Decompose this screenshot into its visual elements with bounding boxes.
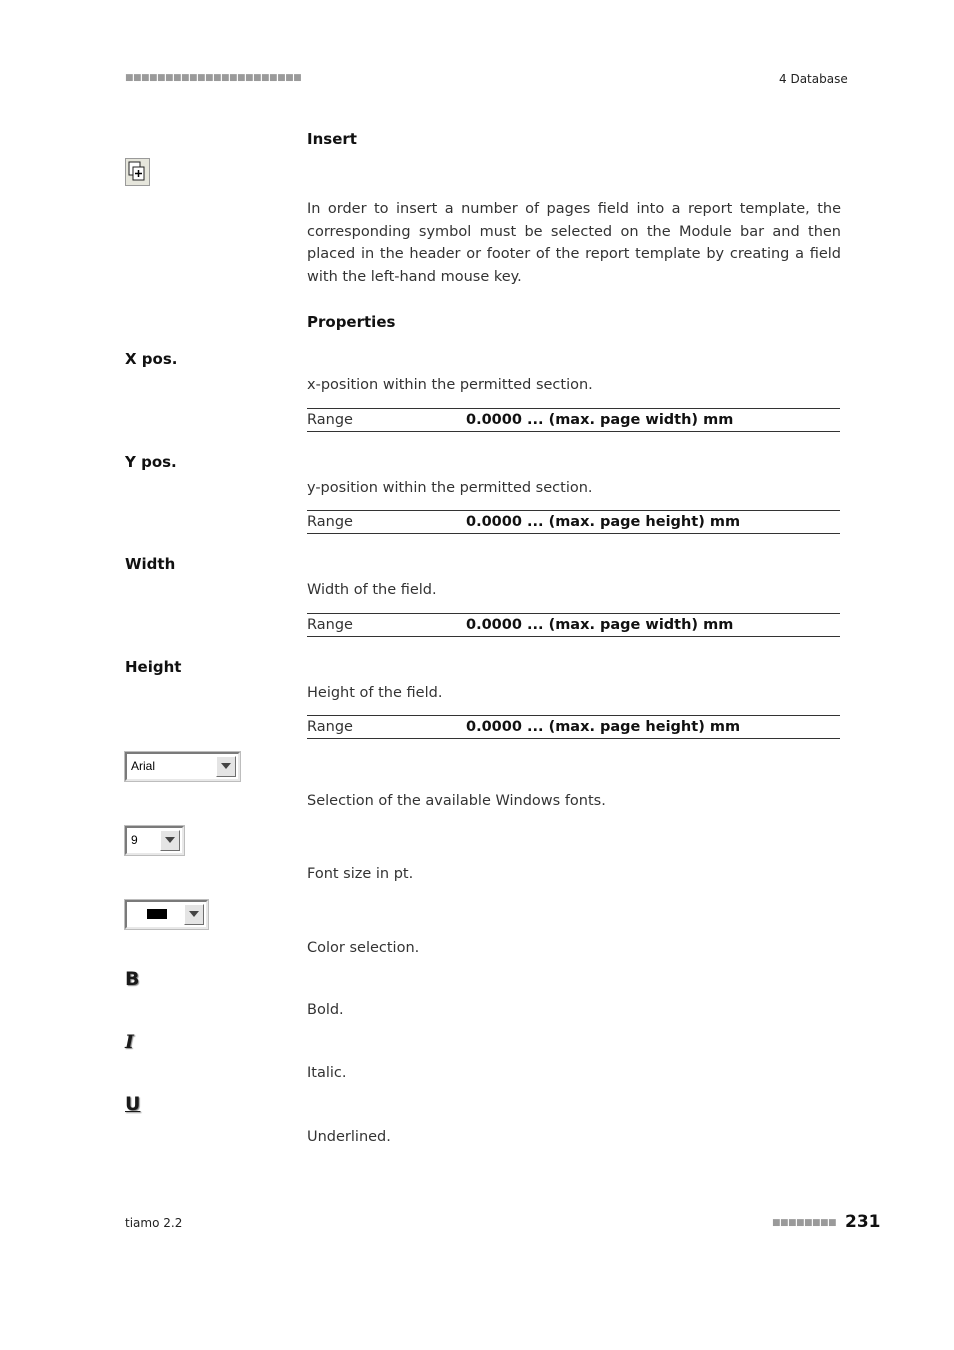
header-decoration: ■■■■■■■■■■■■■■■■■■■■■■: [125, 73, 302, 83]
range-label: Range: [307, 617, 353, 633]
range-row-y-pos: [307, 510, 840, 534]
chapter-title: 4 Database: [779, 72, 848, 86]
chevron-down-icon: [189, 911, 199, 917]
property-label-x-pos: X pos.: [125, 350, 178, 368]
insert-paragraph: In order to insert a number of pages field into a report template, the corresponding symbol must be selected on the Module bar and then placed in the header or footer of the report template by creating a field with the left-hand mouse key.: [307, 201, 841, 285]
range-row-x-pos: [307, 408, 840, 432]
bold-icon[interactable]: B: [125, 968, 140, 990]
font-select-value: Arial: [131, 759, 156, 773]
font-size-select[interactable]: [125, 826, 184, 855]
italic-icon[interactable]: I: [125, 1031, 134, 1053]
dropdown-button[interactable]: [216, 756, 236, 777]
color-swatch: [147, 909, 167, 919]
bold-desc: Bold.: [307, 1002, 344, 1018]
range-label: Range: [307, 514, 353, 530]
property-label-width: Width: [125, 555, 176, 573]
dropdown-button[interactable]: [184, 904, 204, 925]
property-desc-x-pos: x-position within the permitted section.: [307, 377, 593, 393]
font-select[interactable]: [125, 752, 240, 781]
property-desc-y-pos: y-position within the permitted section.: [307, 480, 593, 496]
footer-product: tiamo 2.2: [125, 1216, 183, 1230]
page-number: 231: [845, 1212, 881, 1232]
chevron-down-icon: [221, 763, 231, 769]
dropdown-button[interactable]: [160, 830, 180, 851]
footer-decoration: ■■■■■■■■: [772, 1218, 837, 1228]
font-size-value: 9: [131, 833, 138, 847]
property-desc-height: Height of the field.: [307, 685, 443, 701]
properties-heading: Properties: [307, 313, 396, 331]
range-row-height: [307, 715, 840, 739]
insert-page-field-icon[interactable]: [125, 158, 150, 186]
underline-desc: Underlined.: [307, 1129, 391, 1145]
italic-desc: Italic.: [307, 1065, 347, 1081]
chevron-down-icon: [165, 837, 175, 843]
color-select[interactable]: [125, 900, 208, 929]
property-desc-width: Width of the field.: [307, 582, 437, 598]
property-label-height: Height: [125, 658, 182, 676]
font-size-desc: Font size in pt.: [307, 866, 414, 882]
range-label: Range: [307, 719, 353, 735]
range-row-width: [307, 613, 840, 637]
insert-heading: Insert: [307, 130, 357, 148]
range-label: Range: [307, 412, 353, 428]
font-desc: Selection of the available Windows fonts.: [307, 793, 606, 809]
color-desc: Color selection.: [307, 940, 420, 956]
range-value: 0.0000 ... (max. page width) mm: [466, 617, 734, 633]
range-value: 0.0000 ... (max. page width) mm: [466, 412, 734, 428]
underline-icon[interactable]: U: [125, 1093, 141, 1115]
range-value: 0.0000 ... (max. page height) mm: [466, 719, 741, 735]
range-value: 0.0000 ... (max. page height) mm: [466, 514, 741, 530]
property-label-y-pos: Y pos.: [125, 453, 177, 471]
